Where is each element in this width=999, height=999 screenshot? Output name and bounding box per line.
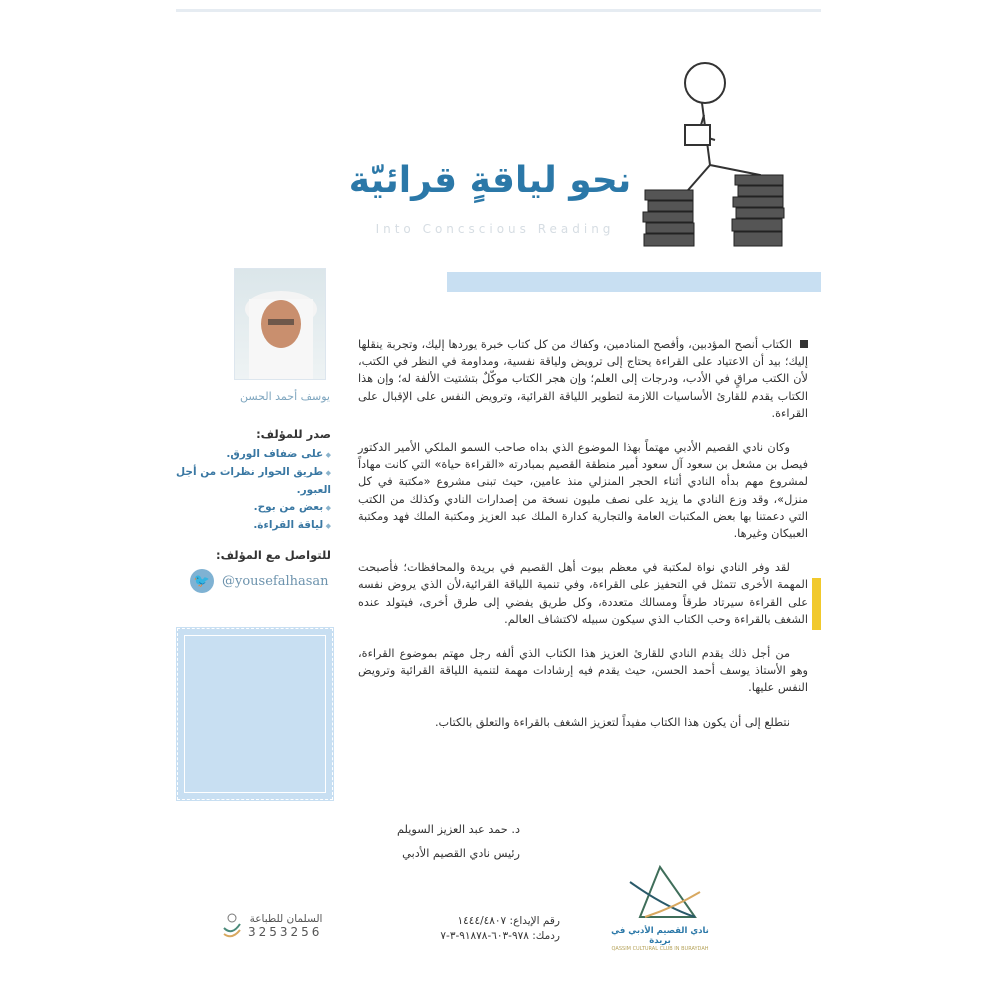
book-item: ◆ طريق الحوار نظرات من أجل العبور. xyxy=(176,464,331,499)
author-name: يوسف أحمد الحسن xyxy=(239,390,330,403)
paragraph-text: الكتاب أنصح المؤدبين، وأفصح المنادمين، وكفاك من كل كتاب خبرة يوردها إليك، وتجربة ينقلها إليك؛ بيد أن الاعتياد على القراءة يحتاج إلى ترويض ولياقة نفسية، ومداومة في النظر في الكتب، لأن الكتب مراقٍ في الأدب، ودرجات إلى العلم؛ وإن هجر الكتاب موكّلٌ بتشتيت الألفة له؛ وإن هذا الكتاب يقدم للقارئ الأساسيات اللازمة لتطوير اللياقة القرائية، وترويض النفس على الإقبال على القراءة. xyxy=(358,338,808,420)
signature-name: د. حمد عبد العزيز السويلم xyxy=(396,823,520,836)
signature-title: رئيس نادي القصيم الأدبي xyxy=(402,847,520,860)
signature xyxy=(380,818,520,866)
twitter-icon: 🐦 xyxy=(190,569,214,593)
contact-heading: للتواصل مع المؤلف: xyxy=(215,548,331,562)
book-title: نحو لياقةٍ قرائيّة xyxy=(348,160,632,201)
printer-logo-icon xyxy=(222,912,242,940)
published-heading: صدر للمؤلف: xyxy=(256,427,331,441)
reader-illustration xyxy=(640,55,810,255)
book-item: ◆ لياقة القراءة. xyxy=(176,517,331,535)
paragraph: لقد وفر النادي نواة لمكتبة في معظم بيوت أهل القصيم في بريدة والمحافظات؛ فأصبحت المهمة الأخرى تتمثل في التحفيز على القراءة، وفي تنمية اللياقة القرائية،لأن الذي يروض نفسه على القراءة سيرتاد طرقاً ومسالك متعددة، وكل طريق يفضي إلى طرق أخرى، فيتولد عنده الشغف بالقراءة وحب الكتاب الذي سيكون سبيله لاكتشاف العالم. xyxy=(358,561,808,626)
accent-bar xyxy=(812,578,821,630)
bullet-square-icon xyxy=(800,340,808,348)
twitter-contact xyxy=(190,569,340,593)
book-subtitle: Into Concscious Reading xyxy=(375,222,615,236)
paragraph: نتطلع إلى أن يكون هذا الكتاب مفيداً لتعزيز الشغف بالقراءة والتعلق بالكتاب. xyxy=(434,715,790,729)
decorative-bar xyxy=(447,272,821,292)
paragraph xyxy=(358,336,808,422)
deposit-number: رقم الإيداع: ١٤٤٤/٤٨٠٧ xyxy=(457,915,560,927)
publisher-name-ar: نادي القصيم الأدبي في بريدة xyxy=(611,926,709,946)
club-logo-icon xyxy=(605,862,715,922)
back-cover-text xyxy=(358,336,808,748)
author-books-list xyxy=(176,446,331,535)
isbn-number: ردمك: ٩٧٨-٦٠٣-٩١٨٧٨-٣-٧ xyxy=(440,930,560,942)
twitter-handle: @yousefalhasan xyxy=(222,573,329,589)
top-divider xyxy=(176,9,821,12)
paragraph: وكان نادي القصيم الأدبي مهتماً بهذا الموضوع الذي بداه صاحب السمو الملكي الأمير الدكتور فيصل بن مشعل بن سعود آل سعود أمير منطقة القصيم بمبادرته «القراءة حياة» التي كانت مهاداً لمشروع مهم بدأه النادي أثناء الحجر المنزلي منذ عامين، حيث تبنى مشروع «مكتبة في كل منزل»، وقد وزع النادي ما يزيد على نصف مليون نسخة من إصدارات النادي وكذلك من الكتب التي دعمتنا بها بعض المكتبات العامة والتجارية كدارة الملك عبد العزيز ومكتبة الملك فهد ومكتبة العبيكان وغيرها. xyxy=(358,441,808,541)
book-item: ◆ على ضفاف الورق. xyxy=(176,446,331,464)
printer-info xyxy=(222,912,342,940)
author-photo xyxy=(234,268,326,380)
decorative-box xyxy=(177,628,333,800)
book-item: ◆ بعض من بوح. xyxy=(176,499,331,517)
printer-phone: 3253256 xyxy=(248,925,323,939)
colophon xyxy=(405,914,560,944)
paragraph: من أجل ذلك يقدم النادي للقارئ العزيز هذا الكتاب الذي ألفه رجل مهتم بموضوع القراءة، وهو الأستاذ يوسف أحمد الحسن، حيث يقدم فيه إرشادات مهمة لتنمية اللياقة القرائية وترويض النفس عليها. xyxy=(358,647,808,695)
publisher-logo xyxy=(605,862,715,952)
head-icon xyxy=(685,63,725,103)
publisher-name-en: QASSIM CULTURAL CLUB IN BURAYDAH xyxy=(611,946,709,952)
printer-name: السلمان للطباعة xyxy=(249,913,323,925)
